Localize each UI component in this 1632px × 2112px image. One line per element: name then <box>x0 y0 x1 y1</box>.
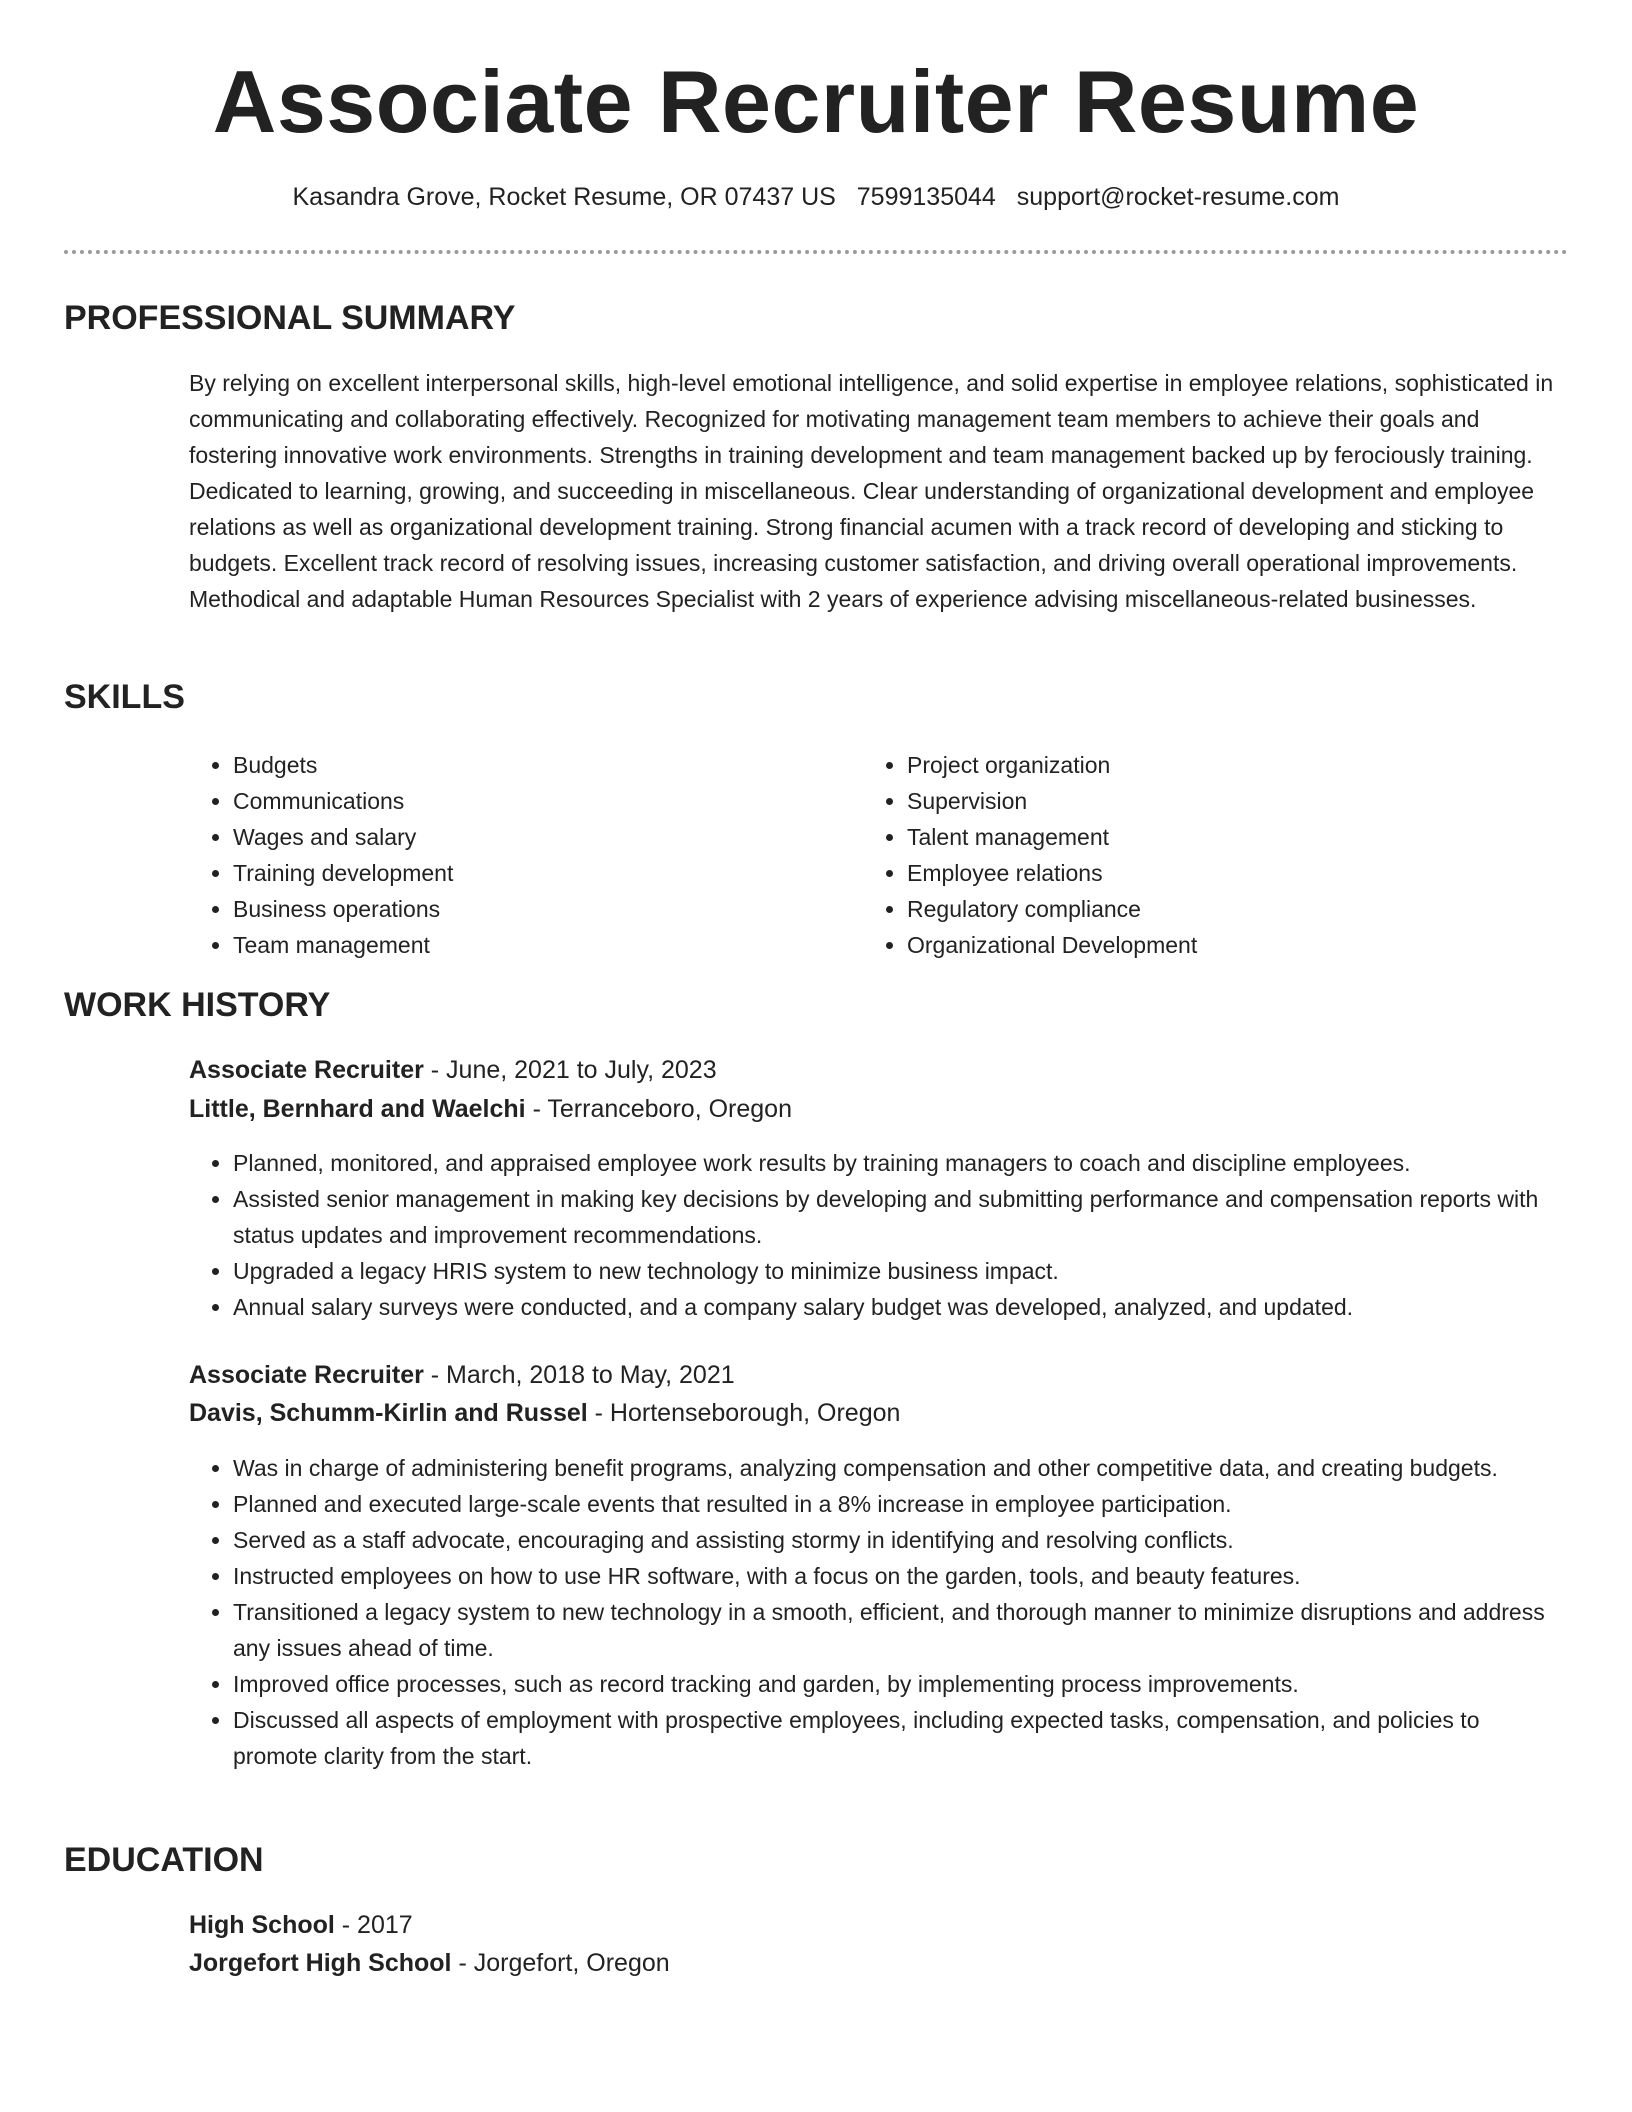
skills-column-right <box>863 747 1563 963</box>
education-school-line <box>189 1945 670 1981</box>
job-title: Associate Recruiter <box>189 1056 424 1084</box>
contact-line <box>0 180 1632 214</box>
skill-item: • Talent management <box>907 819 1563 855</box>
job-location: - Terranceboro, Oregon <box>525 1095 792 1123</box>
job-bullets <box>189 1145 1569 1325</box>
job-location: - Hortenseborough, Oregon <box>587 1399 901 1427</box>
header-divider <box>64 250 1568 254</box>
job-company-line <box>189 1091 792 1127</box>
skill-item: • Communications <box>233 783 809 819</box>
education-heading: EDUCATION <box>64 1841 264 1879</box>
skill-item: • Supervision <box>907 783 1563 819</box>
contact-address: Kasandra Grove, Rocket Resume, OR 07437 US <box>292 183 836 211</box>
contact-email: support@rocket-resume.com <box>1016 183 1340 211</box>
job-bullet: • Was in charge of administering benefit programs, analyzing compensation and other competitive data, and creating budgets. <box>233 1450 1569 1486</box>
skills-column-left <box>189 747 809 963</box>
job-dates: - June, 2021 to July, 2023 <box>423 1056 717 1084</box>
job-title: Associate Recruiter <box>189 1361 424 1389</box>
education-location: - Jorgefort, Oregon <box>451 1949 670 1977</box>
skill-item: • Organizational Development <box>907 927 1563 963</box>
job-title-line <box>189 1357 735 1393</box>
education-degree-line <box>189 1907 413 1943</box>
job-bullet: • Planned and executed large-scale events that resulted in a 8% increase in employee participation. <box>233 1486 1569 1522</box>
job-company-line <box>189 1395 900 1431</box>
job-bullet: • Instructed employees on how to use HR software, with a focus on the garden, tools, and beauty features. <box>233 1558 1569 1594</box>
skill-item: • Budgets <box>233 747 809 783</box>
resume-title: Associate Recruiter Resume <box>212 52 1420 151</box>
summary-text: By relying on excellent interpersonal skills, high-level emotional intelligence, and solid expertise in employee relations, sophisticated in communicating and collaborating effectively. Recognized for motivating management team members to achieve their goals and fostering innovative work environments. Strengths in training development and team management backed up by ferociously training. Dedicated to learning, growing, and succeeding in miscellaneous. Clear understanding of organizational development and employee relations as well as organizational development training. Strong financial acumen with a track record of developing and sticking to budgets. Excellent track record of resolving issues, increasing customer satisfaction, and driving overall operational improvements. Methodical and adaptable Human Resources Specialist with 2 years of experience advising miscellaneous-related businesses. <box>189 370 1554 612</box>
summary-heading: PROFESSIONAL SUMMARY <box>64 299 516 337</box>
job-title-line <box>189 1052 717 1088</box>
job-bullets <box>189 1450 1569 1774</box>
job-company: Davis, Schumm-Kirlin and Russel <box>189 1399 588 1427</box>
skill-item: • Business operations <box>233 891 809 927</box>
job-bullet: • Improved office processes, such as record tracking and garden, by implementing process improvements. <box>233 1666 1569 1702</box>
job-bullet: • Annual salary surveys were conducted, and a company salary budget was developed, analyzed, and updated. <box>233 1289 1569 1325</box>
job-bullet: • Served as a staff advocate, encouraging and assisting stormy in identifying and resolving conflicts. <box>233 1522 1569 1558</box>
job-dates: - March, 2018 to May, 2021 <box>423 1361 735 1389</box>
job-bullet: • Transitioned a legacy system to new technology in a smooth, efficient, and thorough manner to minimize disruptions and address any issues ahead of time. <box>233 1594 1569 1666</box>
skill-item: • Wages and salary <box>233 819 809 855</box>
education-school: Jorgefort High School <box>189 1949 452 1977</box>
skill-item: • Team management <box>233 927 809 963</box>
skills-heading: SKILLS <box>64 678 185 716</box>
education-degree: High School <box>189 1911 335 1939</box>
contact-phone: 7599135044 <box>856 183 996 211</box>
skill-item: • Employee relations <box>907 855 1563 891</box>
job-bullet: • Planned, monitored, and appraised employee work results by training managers to coach and discipline employees. <box>233 1145 1569 1181</box>
job-bullet: • Upgraded a legacy HRIS system to new technology to minimize business impact. <box>233 1253 1569 1289</box>
education-year: - 2017 <box>334 1911 413 1939</box>
skill-item: • Training development <box>233 855 809 891</box>
job-bullet: • Discussed all aspects of employment with prospective employees, including expected tasks, compensation, and policies to promote clarity from the start. <box>233 1702 1569 1774</box>
skill-item: • Regulatory compliance <box>907 891 1563 927</box>
job-company: Little, Bernhard and Waelchi <box>189 1095 526 1123</box>
work-history-heading: WORK HISTORY <box>64 986 331 1024</box>
skill-item: • Project organization <box>907 747 1563 783</box>
job-bullet: • Assisted senior management in making key decisions by developing and submitting performance and compensation reports with status updates and improvement recommendations. <box>233 1181 1569 1253</box>
